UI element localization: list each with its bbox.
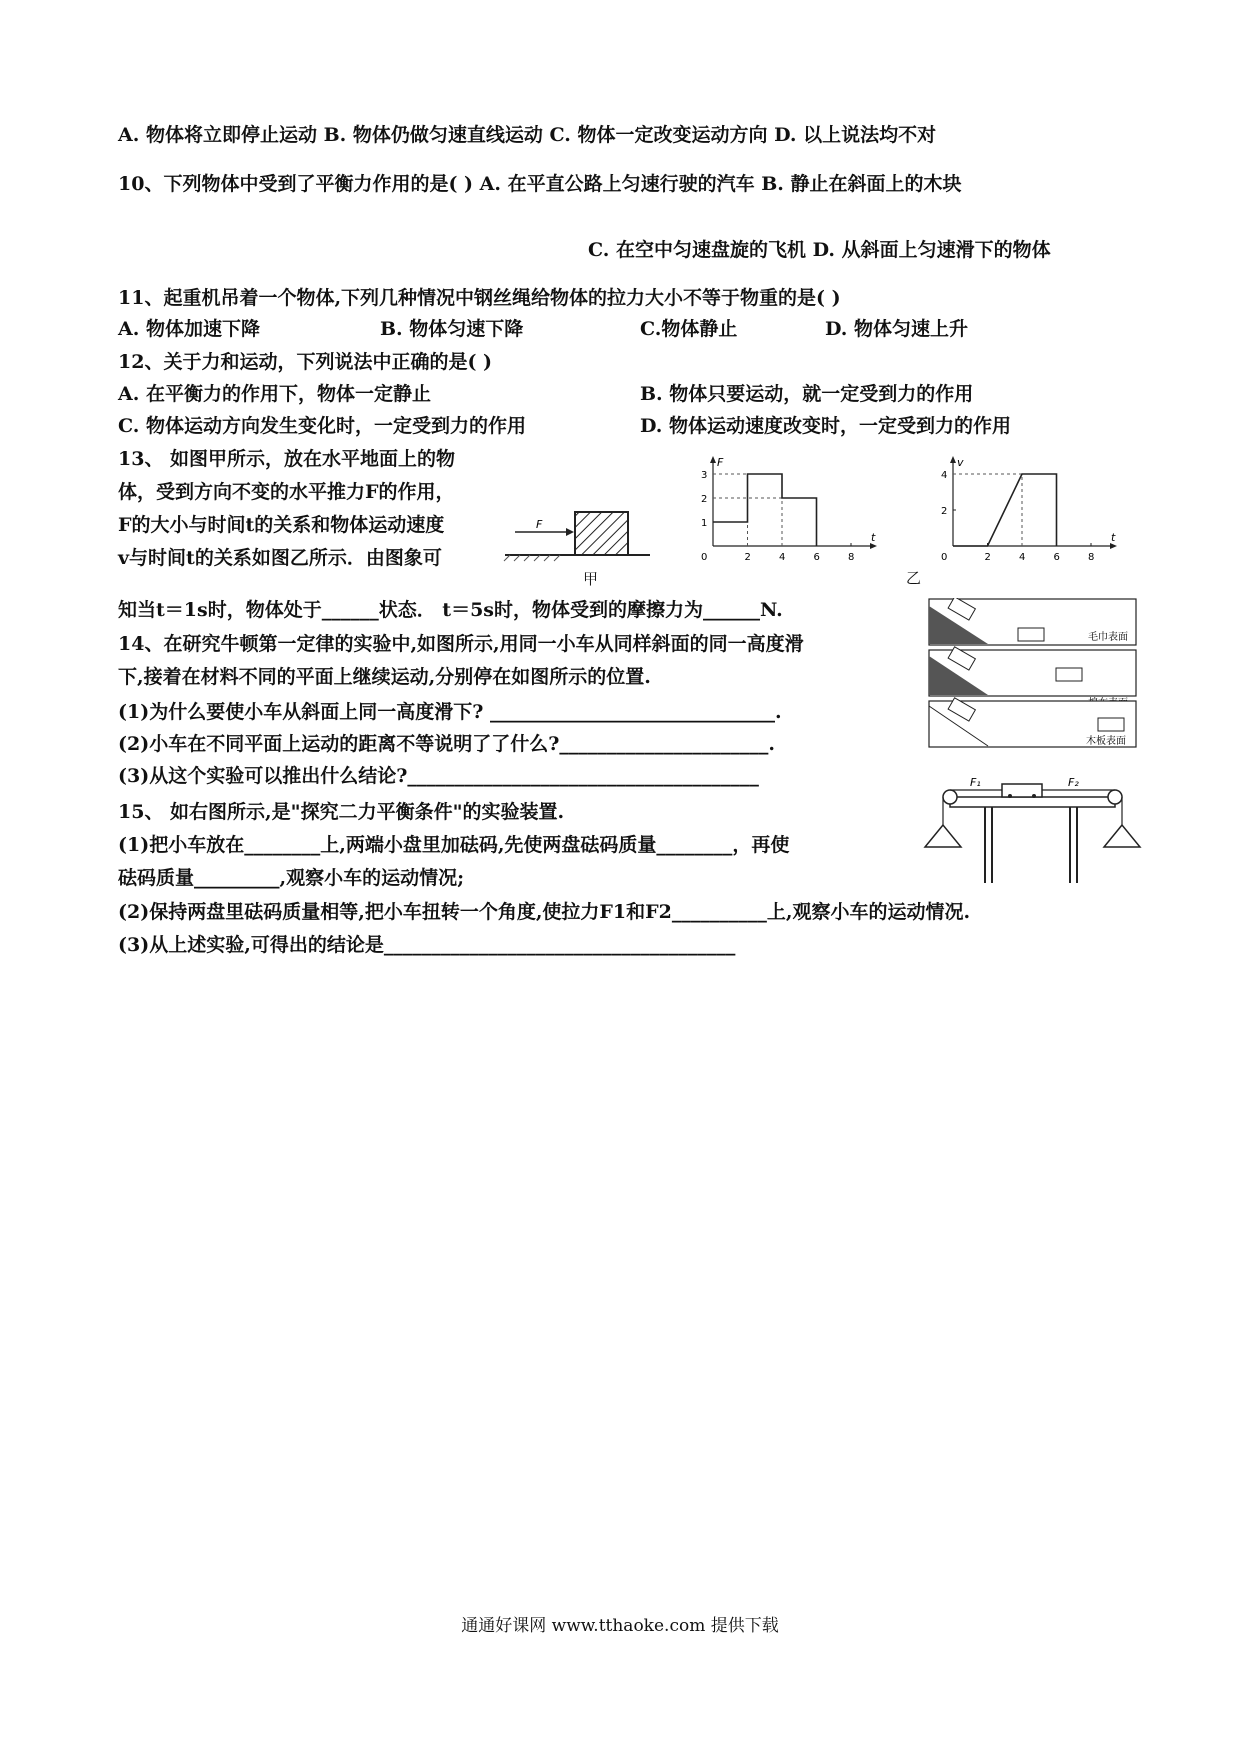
figure-ramps	[928, 598, 1138, 750]
figure-jia	[500, 500, 660, 580]
q10-options-2: C. 在空中匀速盘旋的飞机 D. 从斜面上匀速滑下的物体	[588, 239, 1051, 261]
x-tick-label: 0	[701, 552, 708, 563]
graph-force-time	[695, 452, 890, 567]
q14-part-2: (2)小车在不同平面上运动的距离不等说明了了什么?______________________.	[118, 733, 775, 755]
q14-part-3: (3)从这个实验可以推出什么结论?_____________________________________	[118, 765, 759, 787]
figure-balance-apparatus	[920, 775, 1145, 885]
q9-options: A. 物体将立即停止运动 B. 物体仍做匀速直线运动 C. 物体一定改变运动方向 D. 以上说法均不对	[118, 124, 937, 146]
q10-stem: 10、下列物体中受到了平衡力作用的是( ) A. 在平直公路上匀速行驶的汽车 B. 静止在斜面上的木块	[118, 173, 962, 195]
y-tick-label: 4	[941, 470, 948, 481]
q12-option-a: A. 在平衡力的作用下，物体一定静止	[118, 383, 431, 405]
q14-part-1: (1)为什么要使小车从斜面上同一高度滑下? ______________________________.	[118, 701, 782, 723]
surface-label-towel: 毛巾表面	[1088, 632, 1128, 643]
pan-right	[1104, 825, 1140, 847]
q15-line-3: 砝码质量_________,观察小车的运动情况;	[118, 867, 465, 889]
ramp-wood	[929, 698, 1136, 747]
y-axis-arrow	[710, 456, 716, 463]
x-axis-label: t	[1111, 531, 1116, 544]
q13-line-2: 体，受到方向不变的水平推力F的作用，	[118, 481, 455, 503]
surface-label-wood: 木板表面	[1086, 736, 1126, 747]
y-axis-label: v	[957, 456, 964, 469]
q14-line-1: 14、在研究牛顿第一定律的实验中,如图所示,用同一小车从同样斜面的同一高度滑	[118, 633, 804, 655]
force-label-f1: F₁	[970, 776, 981, 789]
series-line	[713, 474, 817, 546]
y-axis-label: F	[717, 456, 724, 469]
x-axis-label: t	[871, 531, 876, 544]
y-tick-label: 2	[701, 494, 708, 505]
x-tick-label: 6	[813, 552, 820, 563]
x-tick-label: 6	[1053, 552, 1060, 563]
figure-yi-caption: 乙	[906, 569, 922, 587]
q12-option-b: B. 物体只要运动，就一定受到力的作用	[640, 383, 974, 405]
q13-line-1: 13、 如图甲所示，放在水平地面上的物	[118, 448, 456, 470]
table-top	[950, 797, 1115, 807]
q15-line-5: (3)从上述实验,可得出的结论是_____________________________________	[118, 934, 736, 956]
q11-option-a: A. 物体加速下降	[118, 318, 260, 340]
pulley-left	[943, 790, 957, 804]
q11-stem: 11、起重机吊着一个物体,下列几种情况中钢丝绳给物体的拉力大小不等于物重的是( )	[118, 287, 841, 309]
y-tick-label: 1	[701, 518, 708, 529]
x-tick-label: 4	[779, 552, 786, 563]
x-tick-label: 2	[984, 552, 991, 563]
pan-left	[925, 825, 961, 847]
q12-option-d: D. 物体运动速度改变时，一定受到力的作用	[640, 415, 1012, 437]
q13-line-5: 知当t＝1s时，物体处于______状态． t＝5s时，物体受到的摩擦力为______N.	[118, 599, 783, 621]
q11-option-c: C.物体静止	[640, 318, 738, 340]
q15-line-2: (1)把小车放在________上,两端小盘里加砝码,先使两盘砝码质量________，再使	[118, 834, 790, 856]
x-tick-label: 2	[744, 552, 751, 563]
footer-source: 通通好课网 www.tthaoke.com 提供下载	[461, 1616, 779, 1636]
q12-option-c: C. 物体运动方向发生变化时，一定受到力的作用	[118, 415, 527, 437]
q11-option-b: B. 物体匀速下降	[380, 318, 524, 340]
x-tick-label: 0	[941, 552, 948, 563]
graph-velocity-time	[935, 452, 1130, 567]
pulley-right	[1108, 790, 1122, 804]
ramp-cotton	[929, 647, 1136, 709]
x-tick-label: 8	[848, 552, 855, 563]
block	[575, 512, 628, 555]
q14-line-2: 下,接着在材料不同的平面上继续运动,分别停在如图所示的位置.	[118, 666, 651, 688]
q12-stem: 12、关于力和运动，下列说法中正确的是( )	[118, 351, 493, 373]
x-tick-label: 4	[1019, 552, 1026, 563]
q13-line-4: v与时间t的关系如图乙所示．由图象可	[118, 547, 442, 569]
ramp-towel	[929, 598, 1136, 645]
q11-option-d: D. 物体匀速上升	[825, 318, 969, 340]
y-axis-arrow	[950, 456, 956, 463]
x-tick-label: 8	[1088, 552, 1095, 563]
cart	[1002, 784, 1042, 797]
series-line	[953, 474, 1057, 546]
figure-jia-caption: 甲	[583, 570, 599, 588]
y-tick-label: 2	[941, 506, 948, 517]
y-tick-label: 3	[701, 470, 708, 481]
q13-line-3: F的大小与时间t的关系和物体运动速度	[118, 514, 445, 536]
q15-line-4: (2)保持两盘里砝码质量相等,把小车扭转一个角度,使拉力F1和F2__________上,观察小车的运动情况.	[118, 901, 971, 923]
force-label: F	[536, 518, 543, 531]
q15-line-1: 15、 如右图所示,是"探究二力平衡条件"的实验装置.	[118, 801, 565, 823]
force-label-f2: F₂	[1068, 776, 1079, 789]
force-arrow-head	[566, 528, 574, 536]
